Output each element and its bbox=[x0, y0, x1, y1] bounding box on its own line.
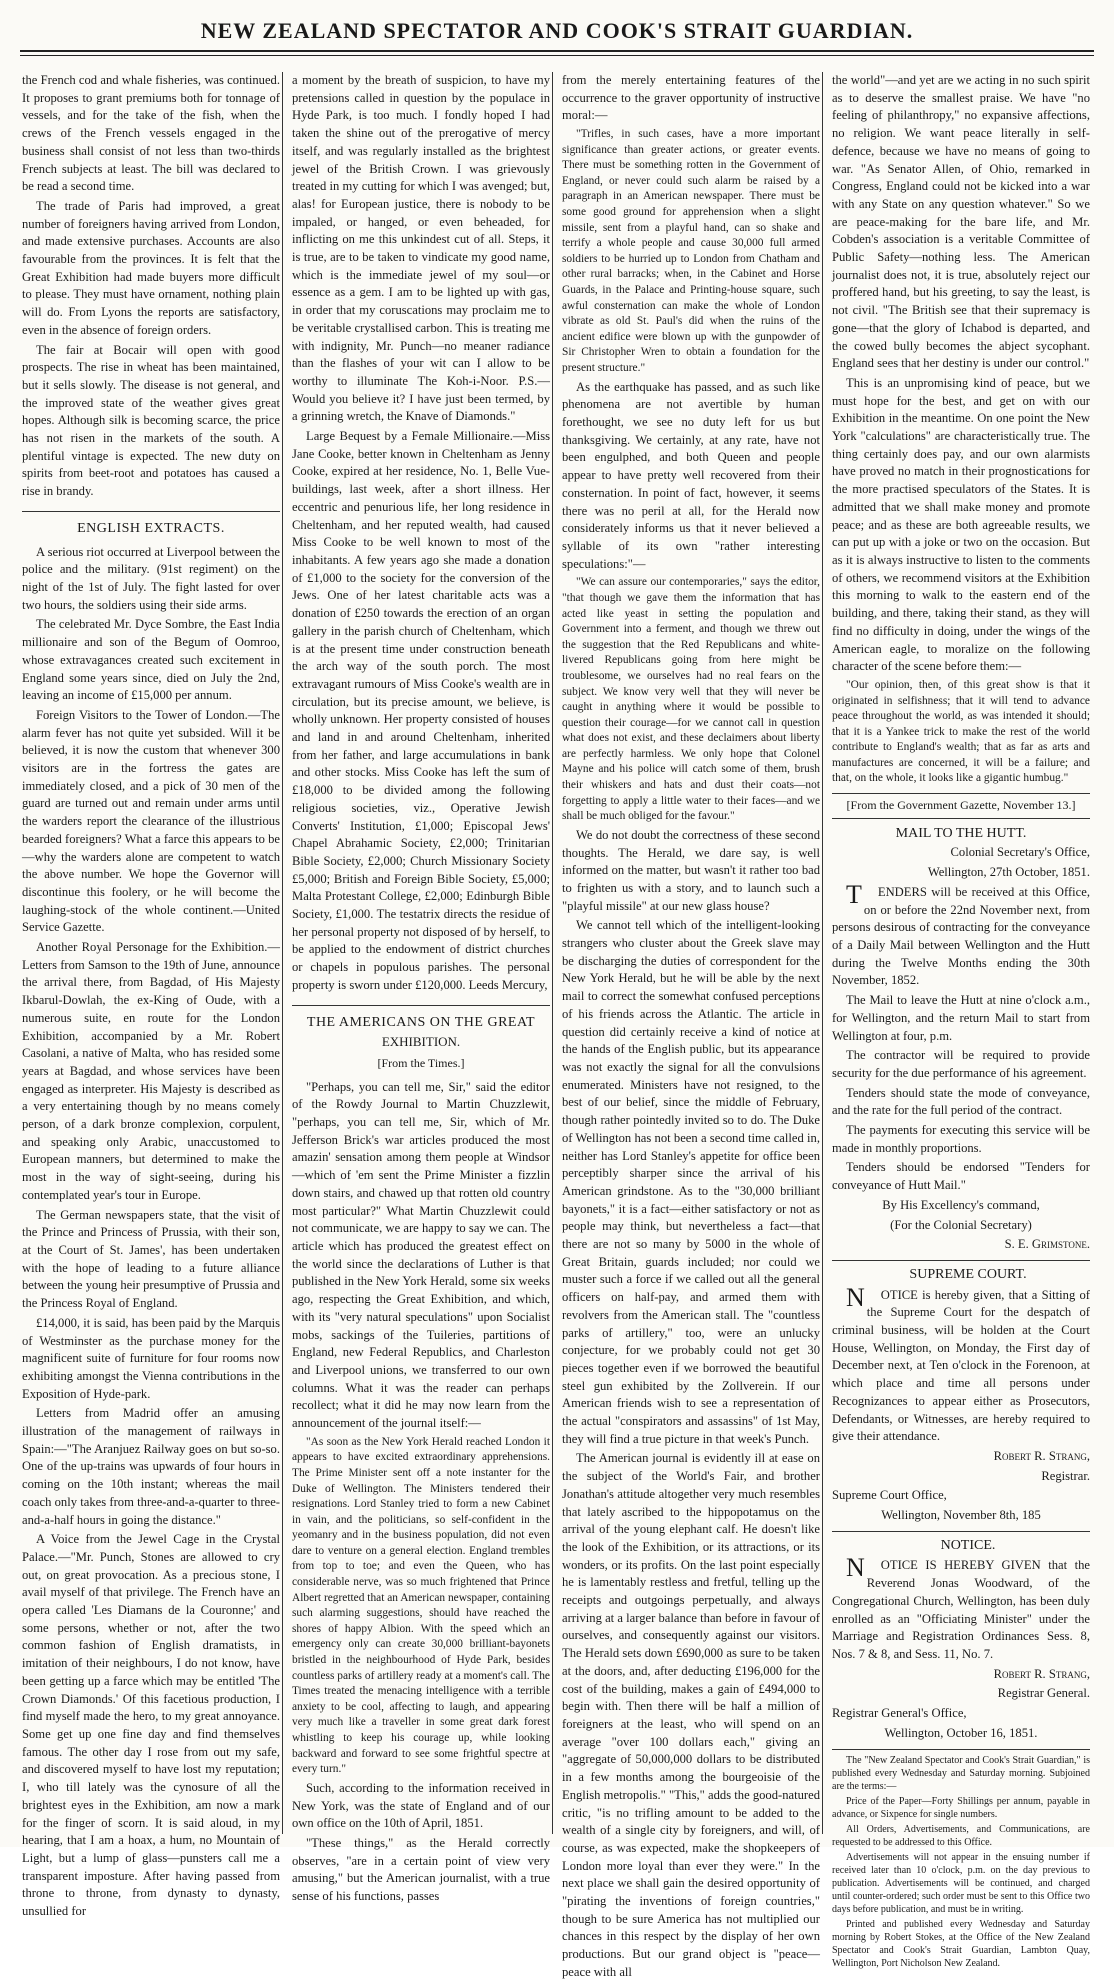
article-paragraph: We do not doubt the correctness of these second thoughts. The Herald, we dare say, is well informed on the matter, but wasn't it rather too bad to frighten us with a story, and to launch such a "playful missile" at our new glass house? bbox=[562, 827, 820, 913]
article-paragraph: The celebrated Mr. Dyce Sombre, the East India millionaire and son of the Begum of Oomroo, whose extravagances created such excitement in England some years since, died on July the 2nd, leaving an income of £15,000 per annum. bbox=[22, 617, 280, 703]
notice-paragraph: TENDERS will be received at this Office, on or before the 22nd November next, from persons desirous of contracting for the conveyance of a Daily Mail between Wellington and the Hutt during the Twelve Months ending the 30th November, 1852. bbox=[832, 879, 1090, 988]
terms-line: Printed and published every Wednesday and Saturday morning by Robert Stokes, at the Office of the New Zealand Spectator and Cook's Strait Guardian, Lambton Quay, Wellington, Port Nicholson New Zealand. bbox=[832, 1918, 1090, 1969]
notice-date: Wellington, October 16, 1851. bbox=[884, 1725, 1038, 1740]
notice-signature: S. E. Grimstone. bbox=[1004, 1237, 1090, 1252]
column-divider bbox=[552, 72, 553, 1834]
article-paragraph: The trade of Paris had improved, a great number of foreigners having arrived from London, and made extensive purchases. Accounts are also favourable from the provinces. It is felt that the Great Exhibition had made buyers more difficult to please. They must have ornament, nothing plain will do. From Lyons the reports are satisfactory, even in the absence of foreign orders. bbox=[22, 198, 280, 337]
article-paragraph: The German newspapers state, that the visit of the Prince and Princess of Prussia, with their son, at the Court of St. James', has been undertaken with the hope of leading to a future alliance between the young heir presumptive of Prussia and the Princess Royal of England. bbox=[22, 1207, 280, 1311]
article-paragraph: A Voice from the Jewel Cage in the Crystal Palace.—"Mr. Punch, Stones are allowed to cry out, on great provocation. As a precious stone, I avail myself of that privilege. The French have an opera called 'Les Diamans de la Couronne;' and some persons, whether or not, after the two common fashion of English dramatists, in imitation of their neighbours, I do not know, have been getting up a farce which may be entitled 'The Crown Diamonds.' Of this facetious production, I find myself made the hero, to my great annoyance. Some get up one fine day and find themselves famous. The other day I rose from out my safe, and discovered myself to have lost my reputation; I, who till lately was the cynosure of all the brightest eyes in the Exhibition, am now a mark for the finger of scorn. It is said aloud, in my hearing, that I am a hoax, a hum, no Mountain of Light, but a lump of glass—punsters call me a transparent imposture. After having passed from throne to throne, from dynasty to dynasty, unsullied for bbox=[22, 1532, 280, 1919]
article-paragraph: "Perhaps, you can tell me, Sir," said the editor of the Rowdy Journal to Martin Chuzzlewit, "perhaps, you can tell me, Sir, which of Mr. Jefferson Brick's war articles produced the most amazin' sensation among them people at Windsor—which of 'em sent the Prime Minister a fizzlin down stairs, and chawed up that rotten old country most particular?" What Martin Chuzzlewit could not communicate, we are happy to say we can. The article which has produced the greatest effect on the world since the declarations of Luther is that published in the New York Herald, some six weeks ago, respecting the Great Exhibition, and which, with its "very natural speculations" upon Socialist mobs, sackings of the Tuileries, partitions of England, new Federal Republics, and Charleston and Liverpool unions, we transferred to our own columns. What it was the reader can perhaps recollect; what it did he may now learn from the announcement of the journal itself:— bbox=[292, 1079, 550, 1431]
notice-paragraph: Tenders should state the mode of conveyance, and the rate for the full period of the contract. bbox=[832, 1085, 1090, 1118]
publication-terms bbox=[832, 1749, 1090, 1970]
section-heading: THE AMERICANS ON THE GREAT bbox=[292, 1005, 550, 1032]
article-quote: "As soon as the New York Herald reached London it appears to have excited extraordinary apprehensions. The Prime Minister sent off a note instanter for the Duke of Wellington. The Ministers tendered their resignations. Lord Stanley tried to form a new Cabinet in vain, and the politicians, so self-confident in the yeomanry and in the business population, did not even dare to venture on a general election. England trembles from top to toe; and even the Queen, who has considerable nerve, was so much frightened that Prince Albert regretted that an American newspaper, containing such alarming suggestions, should have reached the shores of happy Albion. With the speed which an emergency only can create 30,000 brilliant-bayonets bristled in the neighbourhood of Hyde Park, besides countless parks of artillery ready at a moment's call. The Times treated the menacing intelligence with a terrible anxiety to be cool, affecting to laugh, and appearing very much like a traveller in some great dark forest whistling to keep his courage up, while looking backward and forward to see some frightful spectre at every turn." bbox=[292, 1435, 550, 1776]
notice-for: (For the Colonial Secretary) bbox=[890, 1217, 1032, 1232]
article-paragraph: a moment by the breath of suspicion, to have my pretensions called in question by the populace in Hyde Park, is too much. I fondly hoped I had taken the shine out of the prerogative of mercy itself, and was regularly installed as the brightest jewel of the British Crown. I was grievously treated in my cutting for which I was avenged; but, alas! for European justice, there is nobody to be impaled, or hanged, or even beheaded, for inflicting on me this unkindest cut of all. Steps, it is true, are to be taken to vindicate my good name, which is the immediate jewel of my soul—or essence as a gem. I am to be lighted up with gas, in order that my coruscations may proclaim me to be veritable crystallised carbon. This is treating me with indignity, Mr. Punch—no meaner radiance than the flashes of your wit can I allow to be worthy to illuminate The Koh-i-Noor. P.S.—Would you believe it? I have just been termed, by a grinning wretch, the Knave of Diamonds." bbox=[292, 73, 550, 424]
column-4 bbox=[832, 72, 1090, 1969]
notice-date: Wellington, 27th October, 1851. bbox=[927, 865, 1090, 880]
notice-signature: Robert R. Strang, bbox=[993, 1666, 1090, 1681]
notice-paragraph: NOTICE is hereby given, that a Sitting of the Supreme Court for the despatch of criminal business, will be holden at the Court House, Wellington, on Monday, the First day of December next, at Ten o'clock in the Forenoon, at which place and time all persons under Recognizances to appear either as Prosecutors, Defendants, or Witnesses, are hereby required to give their attendance. bbox=[832, 1282, 1090, 1444]
article-paragraph: The fair at Bocair will open with good prospects. The rise in wheat has been maintained, but it sells slowly. The disease is not general, and the improved state of the weather gives great hopes. Although silk is becoming scarce, the price has not risen in the markets of the south. A plentiful vintage is expected. The new duty on spirits from beet-root and potatoes has caused a rise in brandy. bbox=[22, 342, 280, 499]
notice-office: Registrar General's Office, bbox=[832, 1706, 967, 1721]
article-paragraph: The American journal is evidently ill at ease on the subject of the World's Fair, and brother Jonathan's attitude altogether very much resembles that lately ascribed to the hippopotamus on the arrival of the young elephant calf. He doesn't like the look of the Exhibition, or its attractions, or its wonders, or its profits. On the last point especially he is lamentably restless and fretful, telling up the receipts and outgoings perpetually, and always arriving at a larger balance than before in favour of ourselves, and consequently against our visitors. The Herald sets down £690,000 as sure to be taken at the doors, and, after deducting £196,000 for the cost of the building, makes a gain of £494,000 to begin with. Then there will be half a million of foreigners at the least, who will spend on an average "over 100 dollars each," giving an "aggregate of 50,000,000 dollars to be distributed in a few months among the bourgeoisie of the English metropolis." "This," adds the good-natured critic, "is no trifling amount to be added to the wealth of a single city by foreigners, and will, of course, as was expected, make the shopkeepers of London more loyal than ever they were." In the next place we shall gain the desired opportunity of "pirating the inventions of foreign countries," though to be sure America has not multiplied our chances in this respect by the display of her own productions. But our grand object is "peace—peace with all bbox=[562, 1451, 820, 1979]
article-paragraph: As the earthquake has passed, and as such like phenomena are not avertible by human forethought, we see no duty left for us but thanksgiving. We certainly, at any rate, have not been engulphed, and both Queen and people appear to have pretty well recovered from their consternation. In point of fact, however, it seems there was no peril at all, for the Herald now considerately informs us that it never believed a syllable of its own "rather interesting speculations:"— bbox=[562, 379, 820, 571]
terms-line: Advertisements will not appear in the ensuing number if received later than 10 o'clock, p.m. on the day previous to publication. Advertisements will be continued, and charged until counter-ordered; such order must be sent to this Office two days before publication, and must be in writing. bbox=[832, 1851, 1090, 1915]
article-paragraph: Another Royal Personage for the Exhibition.—Letters from Samson to the 19th of June, announce the arrival there, from Bagdad, of His Majesty Ikbarul-Dowlah, the ex-King of Oude, with a numerous suite, en route for the London Exhibition, accompanied by a Mr. Robert Casolani, a native of Malta, who has resided some years at Bagdad, and whose services have been engaged as interpreter. His Majesty is described as a very entertaining though by no means comely person, of a dark bronze complexion, corpulent, and speaking only Arabic, unaccustomed to European manners, but determined to make the most in the way of sight-seeing, during his contemplated year's tour in Europe. bbox=[22, 940, 280, 1202]
article-paragraph: We cannot tell which of the intelligent-looking strangers who cluster about the Greek slave may be discharging the duties of correspondent for the New York Herald, but he will be able by the next mail to correct the somewhat confused perceptions of his friends across the Atlantic. The article in question did certainly receive a kind of notice at the hands of the English public, but its appearance was not exactly the signal for all the convulsions enumerated. Ministers have not resigned, to the best of our belief, since the middle of February, though rather pointedly invited so to do. The Duke of Wellington has not been a second time called in, neither has Lord Stanley's appetite for office been perceptibly sharper since the arrival of his American grindstone. As to the "30,000 brilliant bayonets," it is a fact—either satisfactory or not as people may think, but nevertheless a fact—that there are not so many by 5000 in the whole of Great Britain, guards included; nor could we muster such a force if we called out all the general officers on half-pay, and armed them with revolvers from the American stall. The "countless parks of artillery," too, were an unlucky conjecture, for we probably could not get 30 pieces together even if we borrowed the beautiful steel gun exhibited by the Zollverein. If our American friends wish to see a representation of the actual "conspirators and assassins" of 1st May, they will find a true picture in that week's Punch. bbox=[562, 918, 820, 1446]
notice-command: By His Excellency's command, bbox=[882, 1197, 1040, 1212]
article-paragraph: Letters from Madrid offer an amusing illustration of the management of railways in Spain:—"The Aranjuez Railway goes on but so-so. One of the up-trains was upwards of four hours in coming on the 10th instant; whereas the mail coach only takes from three-and-a-quarter to three-and-a-half hours in going the distance." bbox=[22, 1406, 280, 1527]
column-1 bbox=[22, 72, 280, 1919]
article-quote: "Trifles, in such cases, have a more important significance than greater actions, or greater events. There must be something rotten in the Government of England, or never could such alarm be raised by a paragraph in an American newspaper. There must be some good ground for apprehension when a slight missile, sent from a playful hand, can so shake and terrify a whole people and cause 30,000 full armed soldiers to be hurried up to London from Chatham and other rural barracks; when, in the Cabinet and Horse Guards, in the Palace and Printing-house square, such awful consternation can make the whole of London vibrate as old St. Paul's did when the ruins of the ancient edifice were blown up with the gunpowder of Sir Christopher Wren to obtain a foundation for the present structure." bbox=[562, 128, 820, 375]
notice-paragraph: The payments for executing this service will be made in monthly proportions. bbox=[832, 1123, 1090, 1155]
notice-signature-title: Registrar General. bbox=[997, 1686, 1090, 1701]
notice-paragraph: NOTICE IS HEREBY GIVEN that the Reverend Jonas Woodward, of the Congregational Church, Wellington, has been duly enrolled as an "Officiating Minister" under the Marriage and Registration Ordinances Sess. 8, Nos. 7 & 8, and Sess. 11, No. 7. bbox=[832, 1553, 1090, 1661]
article-quote: "We can assure our contemporaries," says the editor, "that though we gave them the information that has acted like yeast in setting the population and Government into a ferment, and though we threw out the suggestion that the Red Republicans and white-livered Republicans going from here might be troublesome, we ourselves had no real fears on the subject. We know very well that they will never be caught in anything where it would be possible to question their courage—for we cannot call in question what does not exist, and these declaimers about liberty are perfectly harmless. We only hope that Colonel Mayne and his police will catch some of them, brush their whiskers and hats and dust their coats—not forgetting to apply a little water to their faces—and we shall be much obliged for the favour." bbox=[562, 576, 820, 823]
section-heading: ENGLISH EXTRACTS. bbox=[22, 511, 280, 538]
section-subheading: EXHIBITION. bbox=[381, 1034, 461, 1050]
notice-office: Colonial Secretary's Office, bbox=[950, 845, 1090, 860]
notice-heading: MAIL TO THE HUTT. bbox=[895, 825, 1027, 841]
terms-line: Price of the Paper—Forty Shillings per annum, payable in advance, or Sixpence for single numbers. bbox=[832, 1795, 1090, 1820]
column-3 bbox=[562, 72, 820, 1979]
notice-office: Supreme Court Office, bbox=[832, 1488, 947, 1503]
column-divider bbox=[282, 72, 283, 1834]
article-paragraph: from the merely entertaining features of the occurrence to the graver opportunity of instructive moral:— bbox=[562, 73, 820, 123]
masthead-rule-thin bbox=[20, 55, 1094, 56]
notice-paragraph: Tenders should be endorsed "Tenders for conveyance of Hutt Mail." bbox=[832, 1160, 1090, 1193]
notice-heading: SUPREME COURT. bbox=[832, 1260, 1090, 1284]
article-paragraph: Large Bequest by a Female Millionaire.—Miss Jane Cooke, better known in Cheltenham as Jenny Cooke, expired at her residence, No. 1, Belle Vue-buildings, last week, after a short illness. Her eccentric and penurious life, her long residence in Cheltenham, and her reputed wealth, had caused Miss Cooke to be well known to most of the inhabitants. A few years ago she made a donation of £1,000 to the society for the conversion of the Jews. One of her latest charitable acts was a donation of £250 towards the erection of an organ gallery in the parish church of Cheltenham, which is at the present time under construction beneath the arch way of the south porch. The most extravagant rumours of Miss Cooke's wealth are in circulation, but its precise amount, we believe, is wholly unknown. Her property consisted of houses and land in and around Cheltenham, inherited from her father, and large accumulations in bank and other stocks. Miss Cooke has left the sum of £18,000 to be divided among the following religious societies, viz., Operative Jewish Converts' Institution, £1,000; Episcopal Jews' Chapel Abrahamic Society, £2,000; Trinitarian Bible Society, £2,000; Church Missionary Society £5,000; British and Foreign Bible Society, £5,000; Malta Protestant College, £2,000; Edinburgh Bible Society, £1,000. The testatrix directs the residue of her personal property not disposed of by herself, to be applied to the endowment of district churches or chapels in populous parishes. The personal property is sworn under £120,000. Leeds Mercury, bbox=[292, 429, 550, 992]
article-paragraph: Such, according to the information received in New York, was the state of England and of our own office on the 10th of April, 1851. bbox=[292, 1780, 550, 1831]
terms-line: The "New Zealand Spectator and Cook's Strait Guardian," is published every Wednesday and Saturday morning. Subjoined are the terms:— bbox=[832, 1754, 1090, 1792]
terms-line: All Orders, Advertisements, and Communications, are requested to be addressed to this Office. bbox=[832, 1823, 1090, 1848]
notice-signature-title: Registrar. bbox=[1041, 1468, 1090, 1483]
article-paragraph: Foreign Visitors to the Tower of London.—The alarm fever has not quite yet subsided. Will it be believed, it is now the custom that whenever 300 visitors are in the fortress the gates are immediately closed, and a pick of 30 men of the guard are turned out and remain under arms until the warders report the clearance of the illustrious bearded foreigners? What a farce this appears to be—why the warders alone are competent to watch the above number. We hope the Governor will discontinue this foolery, or he will become the laughing-stock of the whole continent.—United Service Gazette. bbox=[22, 707, 280, 935]
article-paragraph: "These things," as the Herald correctly observes, "are in a certain point of view very amusing," but the American journalist, with a true sense of his functions, passes bbox=[292, 1835, 550, 1904]
column-2 bbox=[292, 72, 550, 1904]
article-quote: "Our opinion, then, of this great show is that it originated in selfishness; that it will tend to advance peace throughout the world, as was intended it should; that it is a Yankee trick to make the rest of the world contribute to England's wealth; that as far as arts and manufactures are concerned, it will be a failure; and that, on the whole, it looks like a gigantic humbug." bbox=[832, 678, 1090, 785]
notice-paragraph: The Mail to leave the Hutt at nine o'clock a.m., for Wellington, and the return Mail to start from Wellington at four, p.m. bbox=[832, 993, 1090, 1043]
article-paragraph: £14,000, it is said, has been paid by the Marquis of Westminster as the purchase money for the magnificent suite of furniture for four rooms now exhibiting amongst the Vienna contributions in the Exposition of Hyde-park. bbox=[22, 1315, 280, 1401]
article-source: [From the Times.] bbox=[377, 1055, 465, 1070]
notice-date: Wellington, November 8th, 185 bbox=[881, 1508, 1041, 1523]
masthead-rule bbox=[20, 50, 1094, 52]
article-paragraph: This is an unpromising kind of peace, but we must hope for the best, and get on with our Exhibition in the meantime. On one point the New York "calculations" are characteristically true. The thing certainly does pay, and our own alarmists have proved no match in their prognostications for the more practised speculators of the States. It is admitted that we shall make money and promote peace; and as these are both agreeable results, we can put up with a joke or two on the occasion. But as it is always instructive to listen to the comments of others, we recommend visitors at the Exhibition this morning to walk to the eastern end of the building, and there, taking their stand, as they will find no difficulty in doing, under the wings of the American eagle, to moralize on the following character of the scene before them:— bbox=[832, 375, 1090, 674]
masthead: NEW ZEALAND SPECTATOR AND COOK'S STRAIT GUARDIAN. bbox=[200, 18, 914, 43]
article-paragraph: the French cod and whale fisheries, was continued. It proposes to grant premiums both for tonnage of vessels, and for the take of the fish, when the crews of the French vessels engaged in the business shall consist of not less than two-thirds French subjects at least. The bill was declared to be read a second time. bbox=[22, 73, 280, 194]
notice-paragraph: The contractor will be required to provide security for the due performance of his agreement. bbox=[832, 1048, 1090, 1080]
notice-heading: NOTICE. bbox=[832, 1531, 1090, 1555]
gazette-source: [From the Government Gazette, November 13.] bbox=[832, 793, 1090, 819]
article-paragraph: the world"—and yet are we acting in no such spirit as to deserve the smallest praise. We have "no feeling of philanthropy," no expansive affections, no religion. We want peace literally in self-defence, because we have no means of going to war. "As Senator Allen, of Ohio, remarked in Congress, England could not be kicked into a war with any State on any question whatever." So we are peace-making for the bare life, and Mr. Cobden's association is a veritable Committee of Public Safety—nothing less. The American journalist does not, it is true, absolutely reject our proffered hand, but his greeting, to say the least, is not civil. "The British see that their supremacy is gone—that the glory of Ichabod is departed, and the cowed bully becomes the abject sycophant. England sees that her destiny is under our control." bbox=[832, 73, 1090, 371]
column-divider bbox=[822, 72, 823, 1834]
notice-signature: Robert R. Strang, bbox=[993, 1448, 1090, 1463]
article-paragraph: A serious riot occurred at Liverpool between the police and the military. (91st regiment) on the night of the 1st of July. The fight lasted for over two hours, the soldiers using their side arms. bbox=[22, 544, 280, 612]
